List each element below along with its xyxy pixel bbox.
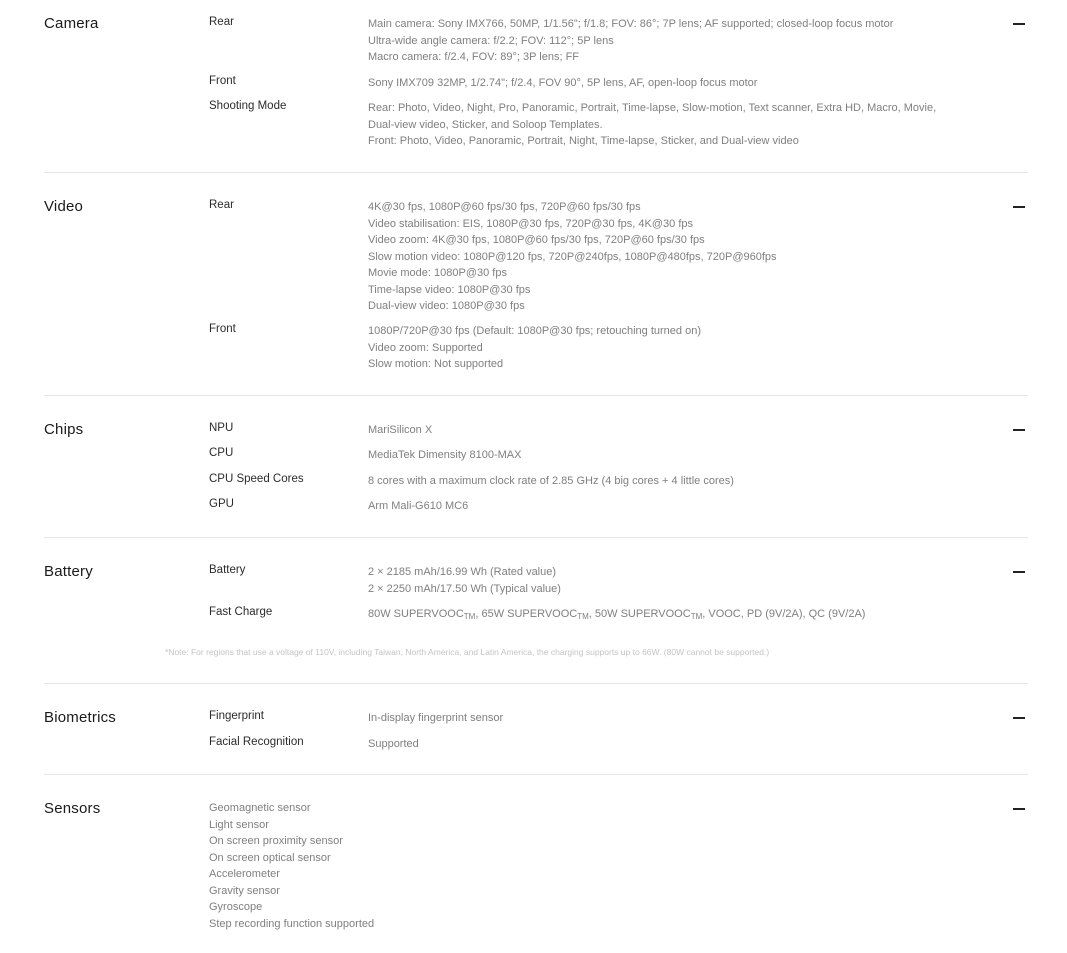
spec-value [368,75,968,92]
spec-label: Front [209,75,236,87]
value-line: Slow motion: Not supported [368,358,504,370]
spec-value [368,606,968,626]
value-line: Sony IMX709 32MP, 1/2.74"; f/2.4, FOV 90°, 5P lens, AF, open-loop focus motor [368,77,758,89]
value-line: Video stabilisation: EIS, 1080P@30 fps, 720P@30 fps, 4K@30 fps [368,217,693,230]
sensor-item: Light sensor [209,818,269,831]
collapse-biometrics-icon[interactable] [1013,717,1025,719]
divider [44,683,1028,684]
section-camera [44,15,1028,155]
collapse-battery-icon[interactable] [1013,571,1025,573]
spec-value [368,473,968,490]
spec-value [368,498,968,515]
section-biometrics [44,709,1028,769]
sensor-item: Step recording function supported [209,917,375,930]
spec-value [368,736,968,753]
value-line: Supported [368,738,419,750]
value-line: Macro camera: f/2.4, FOV: 89°; 3P lens; FF [368,51,580,63]
spec-value [368,564,968,597]
section-chips [44,421,1028,521]
value-line: In-display fingerprint sensor [368,712,504,724]
spec-label: Battery [209,564,246,576]
sensor-item: On screen proximity sensor [209,835,343,847]
spec-label: Rear [209,16,234,28]
spec-value [368,199,968,315]
value-line: Arm Mali-G610 MC6 [368,500,469,512]
value-line: 2 × 2185 mAh/16.99 Wh (Rated value) [368,566,557,578]
value-line: 80W SUPERVOOCTM, 65W SUPERVOOCTM, 50W SUPERVOOCTM, VOOC, PD (9V/2A), QC (9V/2A) [368,608,866,621]
value-line: Front: Photo, Video, Panoramic, Portrait, Night, Time-lapse, Sticker, and Dual-view video [368,135,799,147]
section-title: Battery [44,563,93,580]
divider [44,537,1028,538]
value-line: Movie mode: 1080P@30 fps [368,267,507,279]
value-line: Video zoom: 4K@30 fps, 1080P@60 fps/30 fps, 720P@60 fps/30 fps [368,234,705,246]
divider [44,172,1028,173]
sensor-item: On screen optical sensor [209,851,331,864]
value-line: MariSilicon X [368,424,433,436]
sensor-item: Gravity sensor [209,884,280,897]
sensor-item: Geomagnetic sensor [209,802,311,814]
value-line: Video zoom: Supported [368,341,483,354]
collapse-chips-icon[interactable] [1013,429,1025,431]
sensor-item: Gyroscope [209,901,263,913]
value-line: Dual-view video: 1080P@30 fps [368,300,525,312]
value-line: Rear: Photo, Video, Night, Pro, Panoramic, Portrait, Time-lapse, Slow-motion, Text scanner, Extra HD, Macro, Movie, [368,102,937,114]
spec-label: Shooting Mode [209,100,287,112]
sensor-item: Accelerometer [209,868,280,880]
spec-value [368,447,968,464]
spec-label: Facial Recognition [209,736,304,748]
collapse-camera-icon[interactable] [1013,23,1025,25]
spec-label: CPU [209,447,234,459]
spec-value [368,100,968,150]
divider [44,774,1028,775]
spec-label: GPU [209,498,234,510]
spec-value [368,422,968,439]
section-title: Biometrics [44,709,117,726]
divider [44,395,1028,396]
section-title: Chips [44,421,84,438]
collapse-video-icon[interactable] [1013,206,1025,208]
spec-label: Fast Charge [209,606,273,618]
value-line: Dual-view video, Sticker, and Soloop Templates. [368,118,603,131]
value-line: MediaTek Dimensity 8100-MAX [368,449,522,461]
value-line: 1080P/720P@30 fps (Default: 1080P@30 fps; retouching turned on) [368,325,701,337]
spec-label: Fingerprint [209,710,264,722]
value-line: Ultra-wide angle camera: f/2.2; FOV: 112°; 5P lens [368,34,614,47]
section-sensors [44,800,1028,940]
value-line: 2 × 2250 mAh/17.50 Wh (Typical value) [368,582,561,595]
section-video [44,198,1028,378]
spec-value [368,710,968,727]
value-line: Slow motion video: 1080P@120 fps, 720P@240fps, 1080P@480fps, 720P@960fps [368,250,777,263]
value-line: 8 cores with a maximum clock rate of 2.85 GHz (4 big cores + 4 little cores) [368,475,734,487]
section-title: Video [44,198,84,215]
section-title: Camera [44,15,99,32]
section-title: Sensors [44,800,101,817]
battery-note: *Note: For regions that use a voltage of 110V, including Taiwan, North America, and Latin America, the charging supports up to 66W. (80W cannot be supported.) [165,647,770,657]
sensor-list [209,800,809,932]
spec-value [368,323,968,373]
spec-value [368,16,968,66]
value-line: Main camera: Sony IMX766, 50MP, 1/1.56"; f/1.8; FOV: 86°; 7P lens; AF supported; closed-loop focus motor [368,18,894,30]
value-line: Time-lapse video: 1080P@30 fps [368,283,531,296]
spec-label: Rear [209,199,234,211]
collapse-sensors-icon[interactable] [1013,808,1025,810]
spec-label: CPU Speed Cores [209,473,304,485]
value-line: 4K@30 fps, 1080P@60 fps/30 fps, 720P@60 fps/30 fps [368,201,641,213]
spec-label: Front [209,323,236,335]
spec-label: NPU [209,422,234,434]
